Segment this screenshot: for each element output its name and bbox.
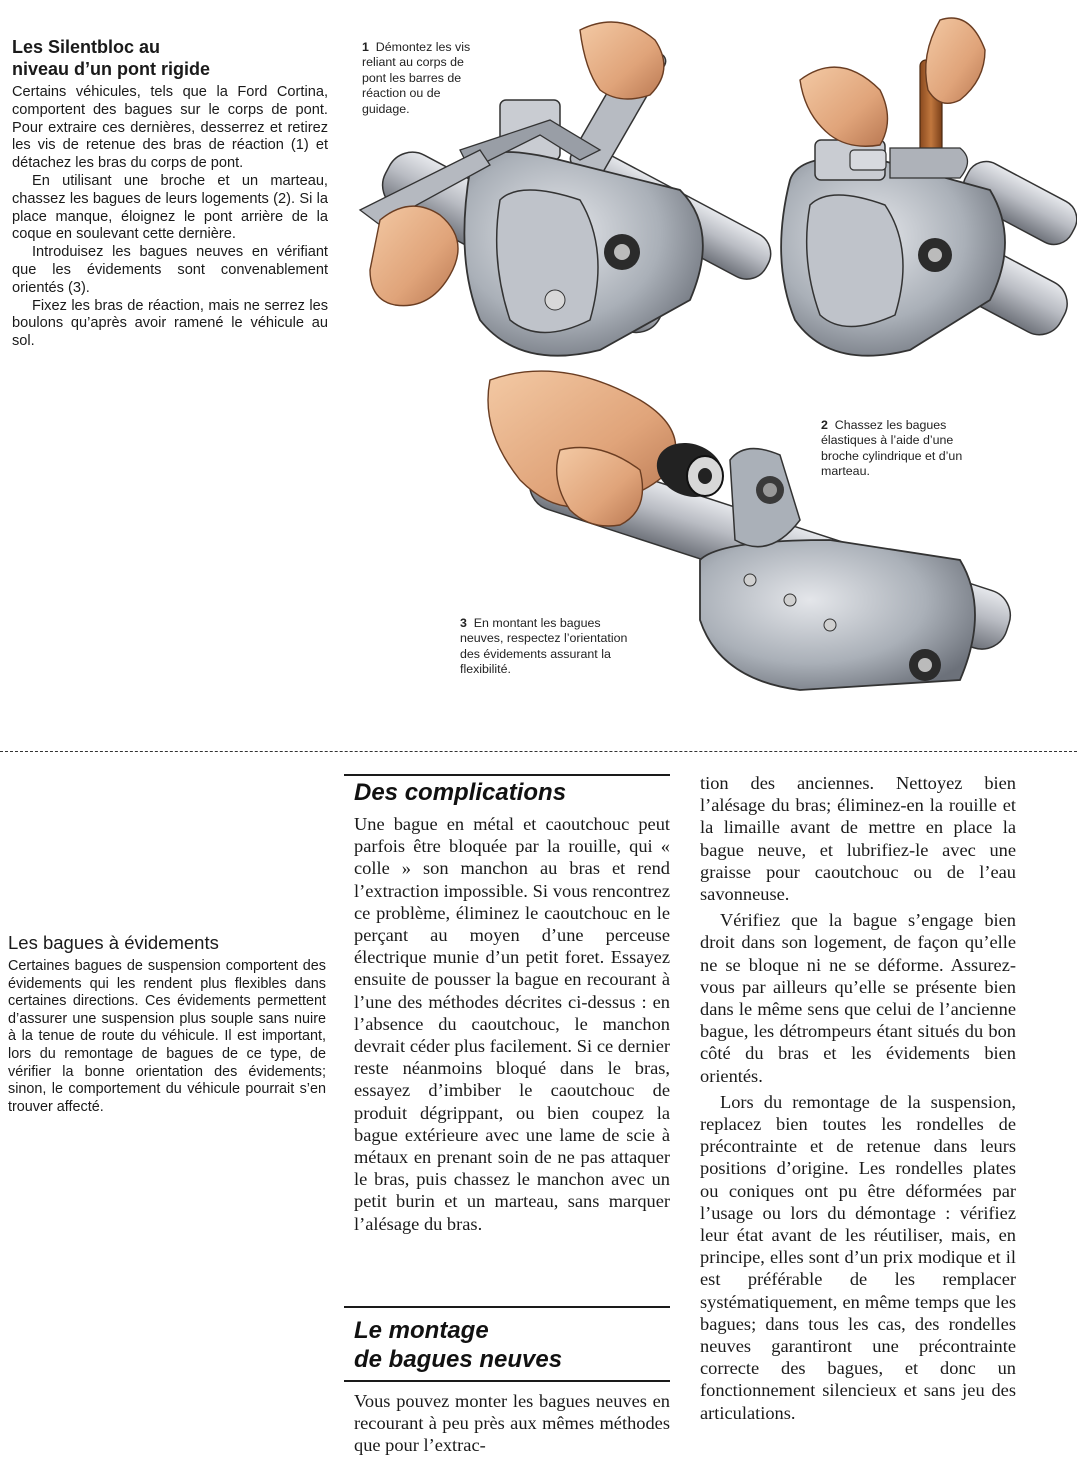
complications-paragraph: Une bague en métal et caoutchouc peut parfois être bloquée par la rouille, qui « colle » son manchon au bras et rend l’extraction impossible. Si vous rencontrez ce problème, éliminez le caoutchouc en le perçant au moyen d’une perceuse électrique munie d’un petit foret. Essayez ensuite de pousser la bague en recourant à l’une des méthodes décrites ci-dessus : en l’absence du caoutchouc, le manchon devrait céder plus facilement. Si ce dernier reste néanmoins bloqué dans le bras, essayez d’imbiber le caoutchouc de produit dégrippant, ou bien coupez la bague extérieure avec une lame de scie à métaux en prenant soin de ne pas attaquer le bras, puis chassez le manchon avec un petit burin et un marteau, sans marquer l’alésage du bras. (354, 814, 670, 1234)
montage-title (344, 1316, 670, 1374)
sidebar-title: Les bagues à évidements (8, 932, 219, 953)
sidebar-evidements (8, 932, 326, 1116)
section-complications (344, 778, 670, 1235)
intro-paragraph-3: Introduisez les bagues neuves en vérifiant que les évidements sont convenablement orientés (3). (12, 244, 328, 296)
rule-montage (344, 1306, 670, 1308)
right-paragraph-3: Lors du remontage de la suspension, replacez bien toutes les rondelles de précontrainte et de retenue dans leurs positions d’origine. Les rondelles plates ou coniques ont pu être déformées par l’usage ou lors du démontage : vérifiez leur état avant de les réutiliser, mais, en principe, elles sont d’un prix modique et il est préférable de les remplacer systématiquement, en même temps que les bagues; dans tous les cas, des rondelles neuves garantiront une précontrainte correcte des bagues, et donc un fonctionnement silencieux et sans jeu des articulations. (700, 1091, 1016, 1423)
panel-2-drive-out (781, 18, 1077, 356)
complications-title: Des complications (354, 779, 567, 806)
intro-title-line1: Les Silentbloc au (12, 37, 161, 57)
sidebar-paragraph: Certaines bagues de suspension comportent des évidements qui les rendent plus flexibles dans certaines directions. Ces évidements permettent d’assurer une suspension plus souple sans nuire à la tenue de route du véhicule. Il est important, lors du remontage de bagues de ce type, de vérifier la bonne orientation des évidements; sinon, le comportement du véhicule pourrait s’en trouver affecté. (8, 958, 326, 1115)
caption-1-number: 1 (362, 40, 369, 54)
caption-3-text: En montant les bagues neuves, respectez l’orientation des évidements assurant la flexibilité. (460, 616, 628, 677)
right-paragraph-2: Vérifiez que la bague s’engage bien droit dans son logement, de façon qu’elle ne se bloque ni ne se déforme. Assurez-vous par ailleurs qu’elle se présente bien dans le même sens que celui de l’ancienne bague, les détrompeurs étant situés du bon côté du bras et les évidements bien orientés. (700, 910, 1016, 1086)
caption-3 (460, 616, 635, 678)
intro-title-line2: niveau d’un pont rigide (12, 59, 210, 79)
intro-paragraph-4: Fixez les bras de réaction, mais ne serrez les boulons qu’après avoir ramené le véhicule au sol. (12, 297, 328, 350)
section-montage (344, 1316, 670, 1457)
montage-title-line2: de bagues neuves (354, 1346, 563, 1373)
intro-paragraph-2: En utilisant une broche et un marteau, chassez les bagues de leurs logements (2). Si la place manque, éloignez le pont arrière de la coque en soulevant cette dernière. (12, 172, 328, 243)
caption-2-text: Chassez les bagues élastiques à l’aide d’une broche cylindrique et d’un marteau. (821, 418, 963, 479)
complications-body (344, 813, 670, 1235)
horizontal-divider (0, 751, 1077, 752)
montage-paragraph: Vous pouvez monter les bagues neuves en recourant à peu près aux mêmes méthodes que pour l’extrac- (354, 1391, 670, 1456)
montage-title-line1: Le montage (354, 1317, 489, 1344)
montage-body (344, 1390, 670, 1457)
caption-1-text: Démontez les vis reliant au corps de pont les barres de réaction ou de guidage. (362, 40, 471, 116)
sidebar-text (8, 958, 326, 1116)
intro-paragraph-1: Certains véhicules, tels que la Ford Cortina, comportent des bagues sur le corps de pont. Pour extraire ces dernières, desserrez et retirez les vis de retenue des bras de réaction (1) et détachez les bras du corps de pont. (12, 84, 328, 172)
caption-2-number: 2 (821, 418, 828, 432)
caption-1 (362, 40, 487, 117)
caption-3-number: 3 (460, 616, 467, 630)
rule-montage-bottom (344, 1380, 670, 1382)
caption-2 (821, 418, 981, 480)
right-column (700, 772, 1016, 1424)
rule-complications (344, 774, 670, 776)
right-paragraph-1: tion des anciennes. Nettoyez bien l’alésage du bras; éliminez-en la rouille et la limaille avant de mettre en place la bague neuve, et lubrifiez-le avec une graisse pour caoutchouc ou de l’eau savonneuse. (700, 773, 1016, 905)
